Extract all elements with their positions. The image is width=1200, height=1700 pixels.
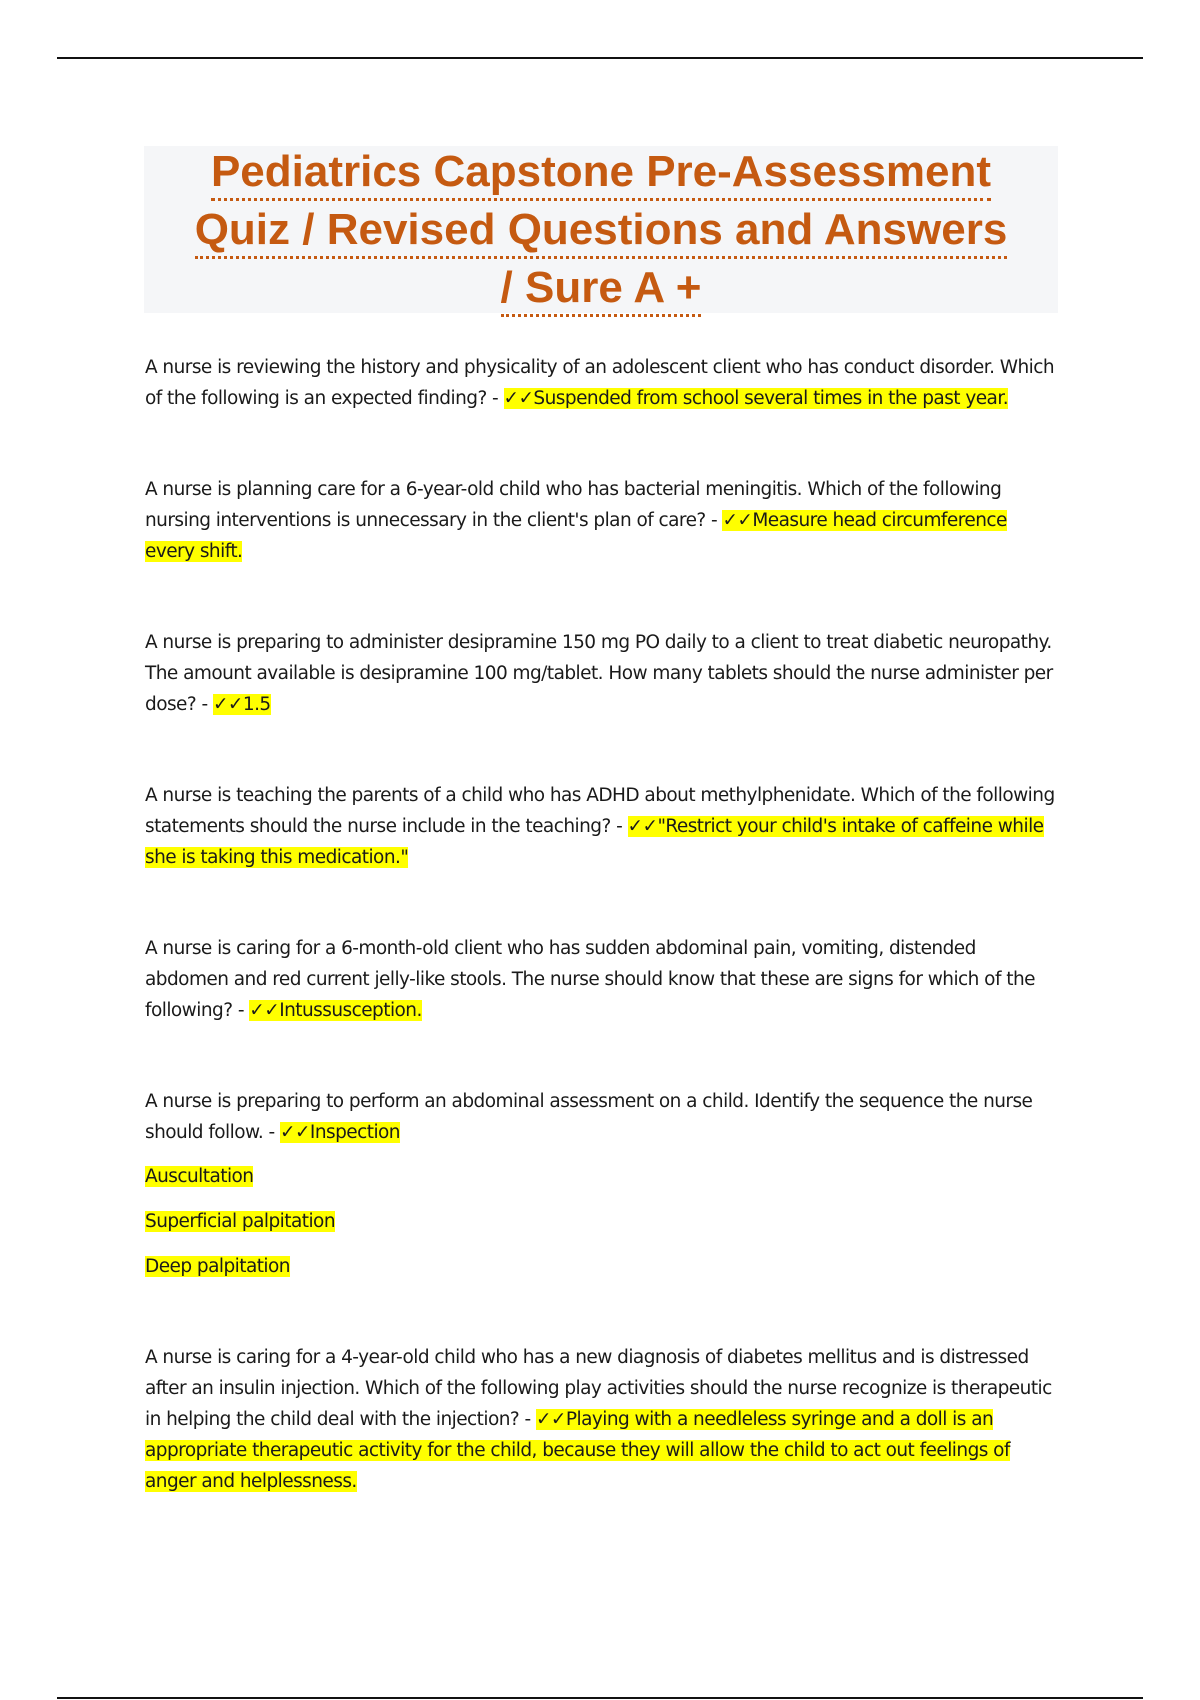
answer-text: "Restrict your child's intake of caffeine while she is taking this medication." (145, 816, 1044, 868)
answer-highlight (504, 388, 1009, 409)
footer-rule (57, 1697, 1143, 1699)
header-rule (57, 57, 1143, 59)
answer-continuation (145, 1206, 1060, 1237)
answer-text: 1.5 (242, 694, 271, 715)
answer-highlight (249, 1000, 422, 1021)
check-mark-icon: ✓✓ (627, 816, 658, 837)
answer-separator: - (610, 816, 628, 837)
check-mark-icon: ✓✓ (535, 1409, 566, 1430)
question-text: A nurse is caring for a 6-month-old client who has sudden abdominal pain, vomiting, distended abdomen and red current jelly-like stools. The nurse should know that these are signs for which of the following? (145, 938, 1035, 1021)
check-mark-icon: ✓✓ (212, 694, 243, 715)
answer-text: Auscultation (145, 1166, 254, 1187)
title-line: Pediatrics Capstone Pre-Assessment (211, 147, 991, 201)
check-mark-icon: ✓✓ (249, 1000, 280, 1021)
answer-separator: - (486, 388, 504, 409)
answer-text: Measure head circumference every shift. (145, 510, 1007, 562)
answer-separator: - (196, 694, 213, 715)
answer-separator: - (263, 1122, 281, 1143)
qa-item (145, 474, 1060, 567)
qa-item (145, 627, 1060, 720)
answer-text: Intussusception. (279, 1000, 422, 1021)
document-title (195, 143, 1008, 317)
qa-item (145, 1086, 1060, 1148)
answer-continuation (145, 1251, 1060, 1282)
answer-text: Suspended from school several times in the past year. (533, 388, 1009, 409)
question-text: A nurse is preparing to perform an abdominal assessment on a child. Identify the sequence the nurse should follow. (145, 1091, 1033, 1143)
answer-highlight (280, 1122, 400, 1143)
question-text: A nurse is preparing to administer desipramine 150 mg PO daily to a client to treat diabetic neuropathy. The amount available is desipramine 100 mg/tablet. How many tablets should the nurse administer per dose? (145, 632, 1053, 715)
question-text: A nurse is caring for a 4-year-old child who has a new diagnosis of diabetes mellitus and is distressed after an insulin injection. Which of the following play activities should the nurse recognize is therapeutic in helping the child deal with the injection? (145, 1347, 1052, 1430)
answer-text: Inspection (309, 1122, 400, 1143)
title-line: Quiz / Revised Questions and Answers (195, 205, 1008, 259)
answer-separator: - (232, 1000, 250, 1021)
title-banner (144, 146, 1058, 313)
answer-continuation (145, 1161, 1060, 1192)
answer-text: Deep palpitation (145, 1256, 290, 1277)
answer-text: Superficial palpitation (145, 1211, 336, 1232)
answer-highlight (213, 694, 271, 715)
qa-item (145, 1342, 1060, 1497)
question-text: A nurse is teaching the parents of a child who has ADHD about methylphenidate. Which of the following statements should the nurse include in the teaching? (145, 785, 1055, 837)
question-text: A nurse is reviewing the history and physicality of an adolescent client who has conduct disorder. Which of the following is an expected finding? (145, 357, 1055, 409)
answer-separator: - (519, 1409, 536, 1430)
qa-item (145, 780, 1060, 873)
qa-list (145, 352, 1060, 1557)
answer-text: Playing with a needleless syringe and a doll is an appropriate therapeutic activity for the child, because they will allow the child to act out feelings of anger and helplessness. (145, 1409, 1010, 1492)
question-text: A nurse is planning care for a 6-year-old child who has bacterial meningitis. Which of the following nursing interventions is unnecessary in the client's plan of care? (145, 479, 1002, 531)
title-line: / Sure A + (501, 263, 702, 317)
check-mark-icon: ✓✓ (280, 1122, 310, 1143)
qa-item (145, 352, 1060, 414)
answer-separator: - (705, 510, 723, 531)
check-mark-icon: ✓✓ (503, 388, 534, 409)
check-mark-icon: ✓✓ (722, 510, 753, 531)
qa-item (145, 933, 1060, 1026)
